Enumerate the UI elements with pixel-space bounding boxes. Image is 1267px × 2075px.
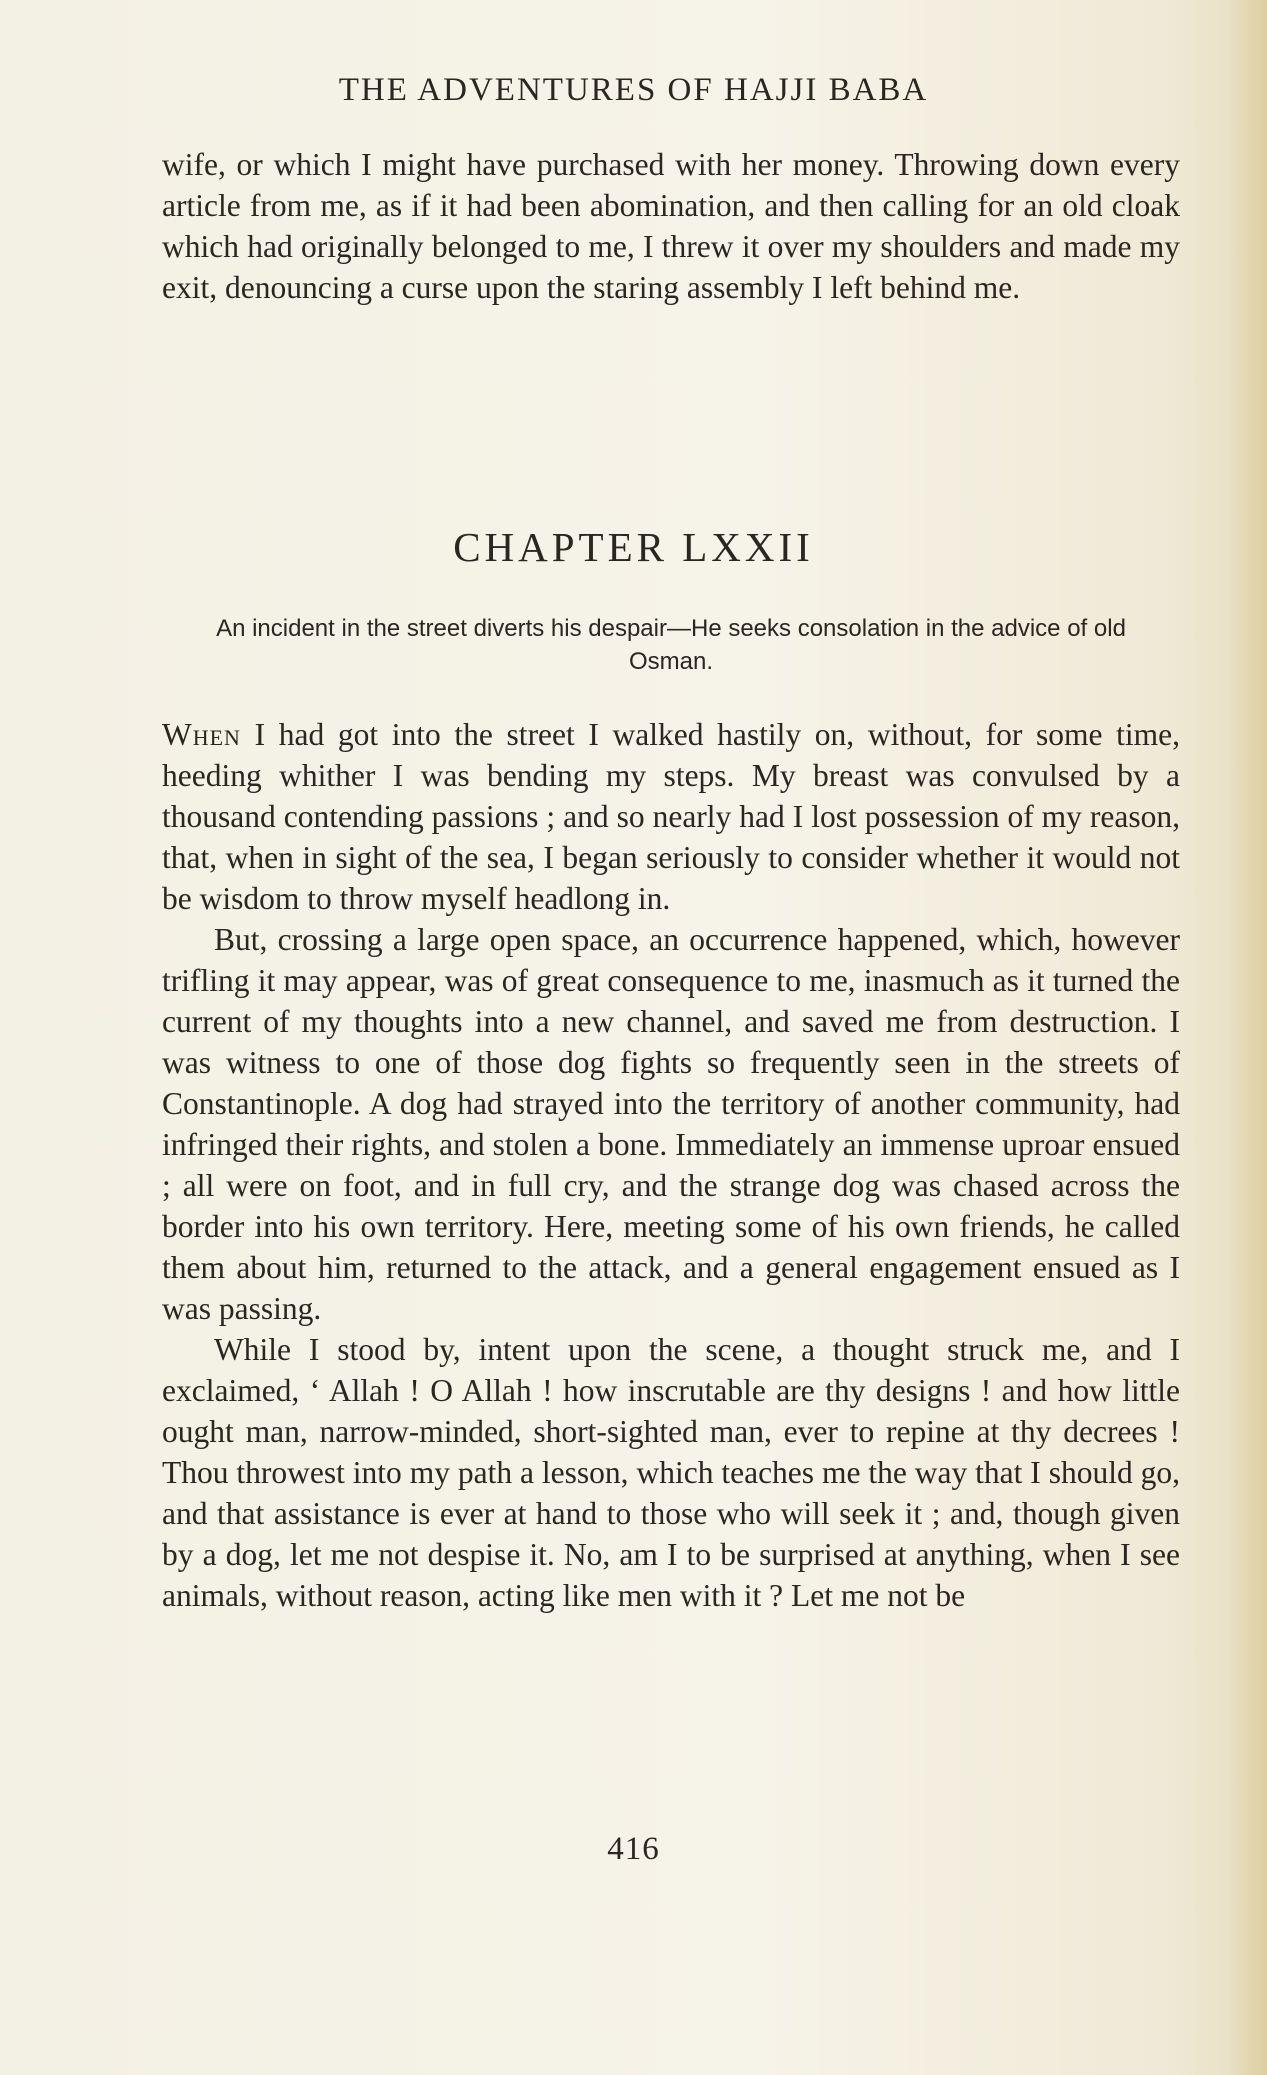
opening-word: When [162,717,241,752]
paragraph-3: While I stood by, intent upon the scene, a thought struck me, and I exclaimed, ‘ Allah ! O Allah ! how inscrutable are thy designs ! and how little ought man, narrow-minded, short-sighted man, ever to repine at thy decrees ! Thou throwest into my path a lesson, which teaches me the way that I should go, and that assistance is ever at hand to those who will seek it ; and, though given by a dog, let me not despise it. No, am I to be surprised at anything, when I see animals, without reason, acting like men with it ? Let me not be [162,1332,1180,1613]
continuation-paragraph: wife, or which I might have purchased with her money. Throwing down every article from me, as if it had been abomination, and then calling for an old cloak which had originally belonged to me, I threw it over my shoulders and made my exit, denouncing a curse upon the staring assembly I left behind me. [162,147,1180,305]
paragraph-1 [162,714,1180,919]
chapter-summary: An incident in the street diverts his despair—He seeks consolation in the advice of old Osman. [216,615,1126,675]
continuation-text [162,144,1180,308]
paragraph-2: But, crossing a large open space, an occurrence happened, which, however trifling it may appear, was of great consequence to me, inasmuch as it turned the current of my thoughts into a new channel, and saved me from destruction. I was witness to one of those dog fights so frequently seen in the streets of Constantinople. A dog had strayed into the territory of another community, had infringed their rights, and stolen a bone. Immediately an immense uproar ensued ; all were on foot, and in full cry, and the strange dog was chased across the border into his own territory. Here, meeting some of his own friends, he called them about him, returned to the attack, and a general engagement ensued as I was passing. [162,922,1180,1326]
paragraph-1-text: I had got into the street I walked hastily on, without, for some time, heeding whither I was bending my steps. My breast was convulsed by a thousand contending passions ; and so nearly had I lost possession of my reason, that, when in sight of the sea, I began seriously to consider whether it would not be wisdom to throw myself headlong in. [162,717,1180,916]
running-head: THE ADVENTURES OF HAJJI BABA [338,72,929,108]
spine-shadow [1227,0,1267,2075]
chapter-title: CHAPTER LXXII [453,524,814,570]
page-number: 416 [607,1831,660,1867]
chapter-body [162,714,1180,1616]
